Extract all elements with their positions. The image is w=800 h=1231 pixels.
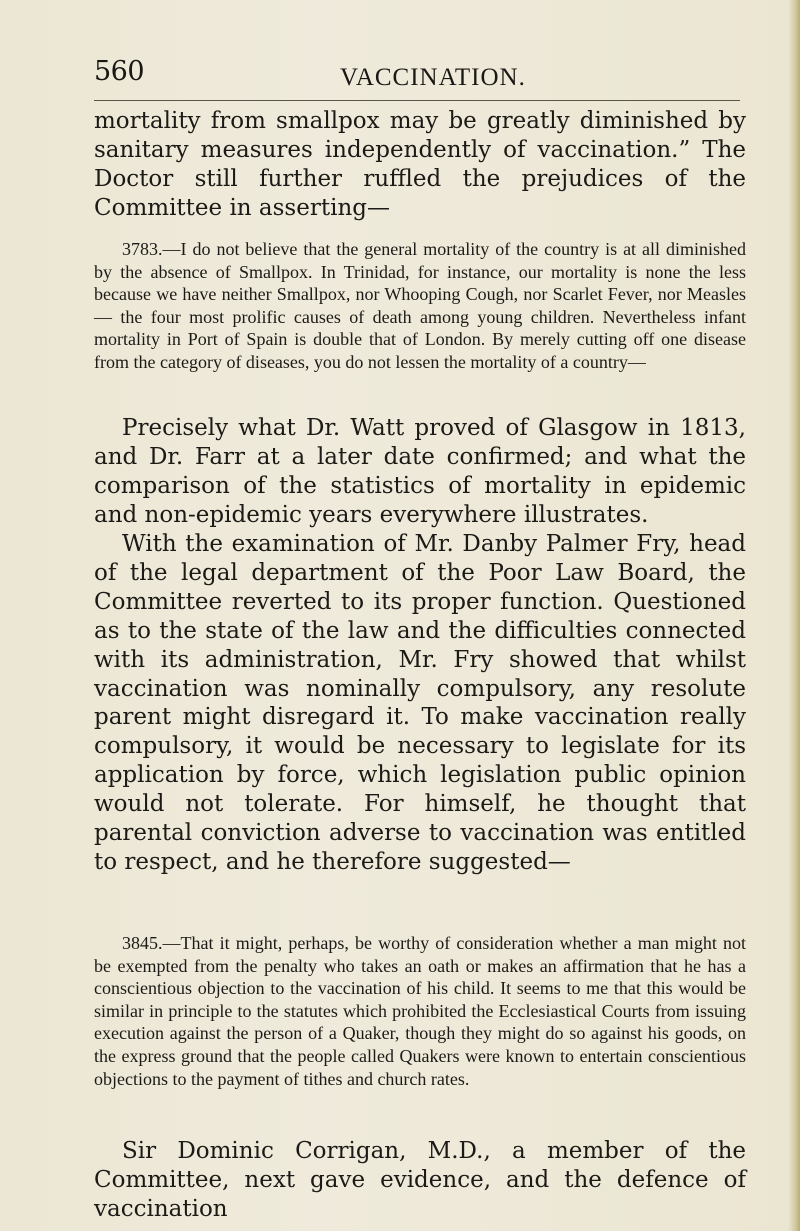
page-edge-shadow — [788, 0, 800, 1231]
page-header — [94, 56, 744, 96]
page-number: 560 — [94, 56, 145, 87]
paragraph: With the examination of Mr. Danby Palmer Fry, head of the legal department of the Poor Law Board, the Committee reverted to its proper function. Questioned as to the state of the law and the difficulties connected with its administration, Mr. Fry showed that whilst vaccination was nominally compulsory, any resolute parent might disregard it. To make vaccination really compulsory, it would be necessary to legislate for its application by force, which legislation public opinion would not tolerate. For himself, he thought that parental conviction adverse to vaccination was entitled to respect, and he therefore suggested— — [94, 531, 746, 875]
paragraph: Precisely what Dr. Watt proved of Glasgow in 1813, and Dr. Farr at a later date confirmed; and what the comparison of the statistics of mortality in epidemic and non-epidemic years everywhere illustrates. — [94, 415, 746, 528]
quoted-evidence: 3845.—That it might, perhaps, be worthy of consideration whether a man might not be exempted from the penalty who takes an oath or makes an affirmation that he has a conscientious objection to the vaccination of his child. It seems to me that this would be similar in principle to the statutes which prohibited the Ecclesiastical Courts from issuing execution against the person of a Quaker, though they might do so against his goods, on the express ground that the people called Quakers were known to entertain conscientious objections to the payment of tithes and church rates. — [94, 933, 746, 1089]
paragraph: mortality from smallpox may be greatly diminished by sanitary measures independently of vaccination.” The Doctor still further ruffled the prejudices of the Committee in asserting— — [94, 108, 746, 221]
running-head: VACCINATION. — [340, 64, 526, 91]
header-rule — [94, 100, 740, 101]
quoted-evidence: 3783.—I do not believe that the general mortality of the country is at all diminished by the absence of Smallpox. In Trinidad, for instance, our mortality is none the less because we have neither Smallpox, nor Whooping Cough, nor Scarlet Fever, nor Measles— the four most prolific causes of death among young children. Nevertheless infant mortality in Port of Spain is double that of London. By merely cutting off one disease from the category of diseases, you do not lessen the mortality of a country— — [94, 239, 746, 372]
paragraph: Sir Dominic Corrigan, M.D., a member of the Committee, next gave evidence, and the defence of vaccination — [94, 1138, 746, 1222]
